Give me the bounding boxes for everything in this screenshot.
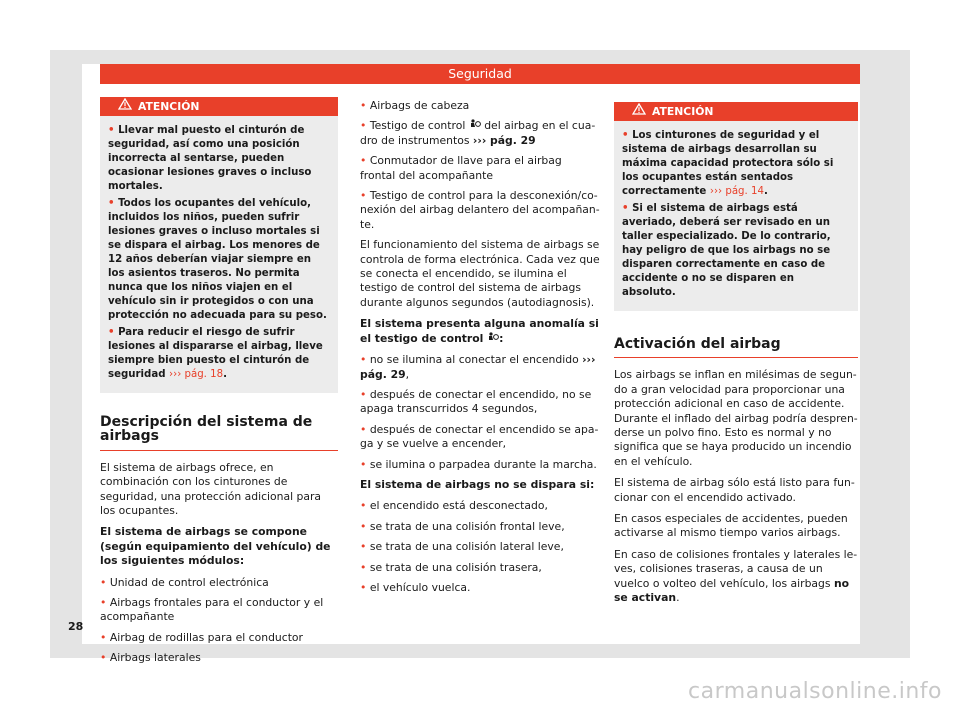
paragraph: Los airbags se inflan en milésimas de segundo a gran velocidad para proporcionar una protección adicional en caso de accidente. Durante el inflado del airbag podría desprenderse un polvo fino. Esto es normal y no significa que se haya producido un incendio en el vehículo. [614, 368, 858, 468]
warning-triangle-icon [118, 97, 132, 116]
section-title-descripcion: Descripción del sistema de airbags [100, 415, 338, 451]
list-item: • se trata de una colisión trasera, [360, 560, 542, 574]
list-item: • Airbags laterales [100, 651, 201, 665]
right-column [614, 102, 858, 613]
anomaly-heading: El sistema presenta alguna anomalía si el testigo de control : [360, 317, 599, 345]
list-item: • se trata de una colisión frontal leve, [360, 519, 565, 533]
paragraph: En caso de colisiones frontales y laterales leves, colisiones traseras, a causa de un vuelco o volteo del vehículo, los airbags no se activan. [614, 547, 858, 605]
page-number: 28 [68, 620, 84, 633]
list-item: • se ilumina o parpadea durante la marcha. [360, 457, 597, 471]
warning-box-right [614, 102, 858, 311]
no-dispara-heading: El sistema de airbags no se dispara si: [360, 477, 595, 491]
list-item: • después de conectar el encendido se apaga y se vuelve a encender, [360, 422, 599, 451]
modules-heading: El sistema de airbags se compone (según equipamiento del vehículo) de los siguientes módulos: [100, 525, 331, 568]
list-item: • Unidad de control electrónica [100, 575, 269, 589]
list-item: • Testigo de control para la desconexión/conexión del airbag delantero del acompañante. [360, 189, 600, 231]
function-paragraph: El funcionamiento del sistema de airbags se controla de forma electrónica. Cada vez que se conecta el encendido, se ilumina el testigo de control del sistema de airbags durante algunos segundos (autodiagnosis). [360, 238, 600, 309]
warning-title: ATENCIÓN [652, 105, 714, 118]
page-reference-link[interactable]: ››› pág. 18 [169, 369, 224, 380]
airbag-warning-icon [469, 119, 481, 130]
section-title-activacion: Activación del airbag [614, 337, 858, 358]
list-item: • se trata de una colisión lateral leve, [360, 540, 564, 554]
warning-item: • Llevar mal puesto el cinturón de seguridad, así como una posición incorrecta al sentarse, pueden ocasionar lesiones graves o incluso mortales. [108, 125, 312, 192]
warning-triangle-icon [632, 102, 646, 121]
list-item: • Airbags frontales para el conductor y el acompañante [100, 596, 324, 624]
warning-item: • Si el sistema de airbags está averiado, deberá ser revisado en un taller especializado. De lo contrario, hay peligro de que los airbags no se disparen correctamente en caso de accidente o no se disparen en absoluto. [622, 203, 831, 298]
list-item: • después de conectar el encendido, no se apaga transcurridos 4 segundos, [360, 387, 592, 416]
warning-title: ATENCIÓN [138, 100, 200, 113]
airbag-warning-icon [487, 332, 499, 343]
list-item: • Airbags de cabeza [360, 99, 470, 112]
list-item: • Testigo de control del airbag en el cuadro de instrumentos ››› pág. 29 [360, 119, 596, 147]
page-reference-link[interactable]: ››› pág. 14 [709, 186, 764, 197]
warning-item: • Todos los ocupantes del vehículo, incluidos los niños, pueden sufrir lesiones graves o incluso mortales si se dispara el airbag. Los menores de 12 años deberían viajar siempre en los asientos traseros. No permita nunca que los niños viajen en el vehículo sin ir protegidos o con una protección no adecuada para su peso. [108, 198, 327, 321]
list-item: • Airbag de rodillas para el conductor [100, 630, 303, 644]
list-item: • Conmutador de llave para el airbag frontal del acompañante [360, 154, 562, 182]
list-item: • el vehículo vuelca. [360, 580, 471, 594]
page-reference-link[interactable]: ››› pág. 29 [360, 353, 596, 381]
paragraph: En casos especiales de accidentes, pueden activarse al mismo tiempo varios airbags. [614, 512, 848, 540]
page-reference-link[interactable]: ››› pág. 29 [472, 133, 536, 147]
paragraph: El sistema de airbag sólo está listo para funcionar con el encendido activado. [614, 476, 855, 504]
intro-paragraph: El sistema de airbags ofrece, en combinación con los cinturones de seguridad, una protección adicional para los ocupantes. [100, 460, 322, 518]
middle-column [360, 99, 600, 601]
warning-box-left [100, 97, 338, 393]
list-item: • el encendido está desconectado, [360, 499, 548, 513]
warning-item: • Los cinturones de seguridad y el sistema de airbags desarrollan su máxima capacidad protectora sólo si los ocupantes están sentados correctamente ››› pág. 14. [622, 130, 834, 197]
left-column [100, 97, 338, 672]
warning-header [614, 102, 858, 121]
warning-header [100, 97, 338, 116]
warning-item: • Para reducir el riesgo de sufrir lesiones al dispararse el airbag, lleve siempre bien puesto el cinturón de seguridad ››› pág. 18. [108, 327, 323, 380]
watermark: carmanualsonline.info [688, 679, 942, 704]
list-item: • no se ilumina al conectar el encendido ››› pág. 29, [360, 353, 596, 381]
section-header: Seguridad [100, 64, 860, 84]
